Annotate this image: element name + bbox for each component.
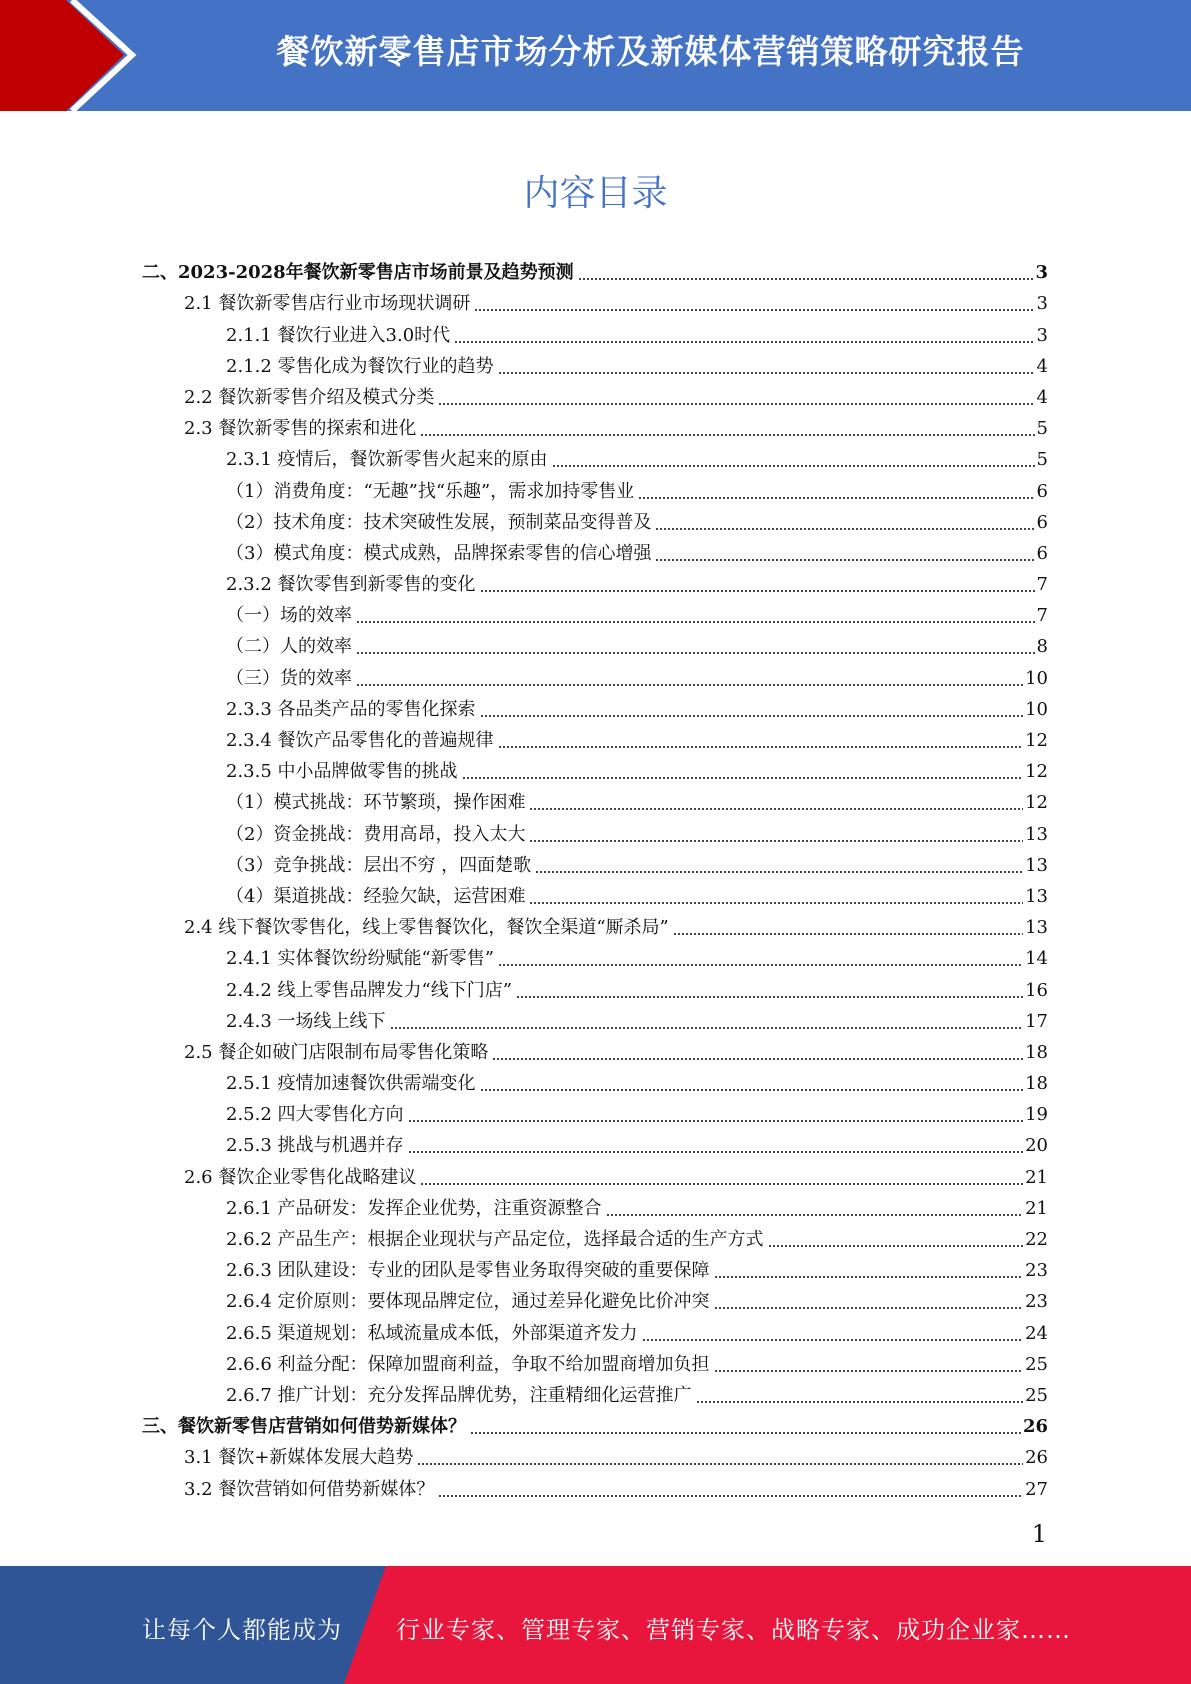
toc-entry-title: 2.2 餐饮新零售介绍及模式分类: [184, 386, 435, 408]
toc-entry-page: 18: [1025, 1041, 1048, 1063]
toc-entry-page: 25: [1025, 1353, 1048, 1375]
toc-entry-page: 12: [1025, 730, 1048, 751]
toc-dot-leader: [529, 840, 1023, 842]
toc-entry[interactable]: [142, 909, 1048, 940]
toc-entry[interactable]: [142, 1158, 1048, 1189]
toc-dot-leader: [714, 1276, 1024, 1278]
toc-entry-page: 6: [1036, 480, 1048, 502]
toc-entry[interactable]: [142, 348, 1048, 379]
page-header: [0, 0, 1191, 111]
toc-dot-leader: [356, 684, 1023, 686]
toc-entry-page: 20: [1025, 1135, 1048, 1157]
toc-entry[interactable]: [142, 659, 1048, 690]
toc-dot-leader: [438, 1495, 1023, 1497]
toc-dot-leader: [480, 590, 1035, 592]
toc-entry-page: 27: [1025, 1478, 1048, 1500]
toc-entry-title: （1）消费角度：“无趣”找“乐趣”，需求加持零售业: [226, 480, 635, 502]
table-of-contents: [142, 254, 1048, 1502]
toc-entry-page: 10: [1025, 698, 1048, 720]
toc-dot-leader: [498, 372, 1035, 374]
toc-dot-leader: [516, 996, 1023, 998]
toc-entry[interactable]: [142, 410, 1048, 441]
toc-entry[interactable]: [142, 1408, 1048, 1439]
toc-entry[interactable]: [142, 1127, 1048, 1158]
toc-entry-title: （2）技术角度：技术突破性发展，预制菜品变得普及: [226, 511, 652, 533]
toc-entry[interactable]: [142, 1439, 1048, 1470]
toc-entry[interactable]: [142, 1190, 1048, 1221]
toc-entry-page: 19: [1025, 1104, 1048, 1126]
toc-dot-leader: [498, 746, 1024, 748]
toc-entry-page: 26: [1022, 1416, 1048, 1438]
toc-entry[interactable]: [142, 441, 1048, 472]
toc-entry[interactable]: [142, 504, 1048, 535]
toc-heading: 内容目录: [523, 173, 668, 214]
toc-entry-page: 13: [1025, 917, 1048, 939]
toc-entry-page: 12: [1025, 792, 1048, 814]
toc-entry-title: （1）模式挑战：环节繁琐，操作困难: [226, 792, 526, 814]
toc-entry[interactable]: [142, 971, 1048, 1002]
toc-entry-title: 2.3.1 疫情后，餐饮新零售火起来的原由: [226, 449, 548, 471]
toc-entry-page: 21: [1025, 1197, 1048, 1219]
toc-entry[interactable]: [142, 285, 1048, 316]
toc-entry-title: 2.1.1 餐饮行业进入3.0时代: [226, 324, 451, 346]
toc-entry-page: 24: [1025, 1322, 1048, 1344]
toc-dot-leader: [529, 902, 1023, 904]
toc-dot-leader: [492, 1058, 1023, 1060]
toc-dot-leader: [642, 1339, 1024, 1341]
toc-entry-title: 2.1 餐饮新零售店行业市场现状调研: [184, 293, 471, 315]
toc-entry[interactable]: [142, 753, 1048, 784]
toc-entry-title: （三）货的效率: [226, 667, 352, 689]
toc-entry[interactable]: [142, 566, 1048, 597]
toc-dot-leader: [696, 1401, 1024, 1403]
toc-dot-leader: [529, 808, 1023, 810]
toc-dot-leader: [480, 715, 1024, 717]
toc-dot-leader: [470, 1432, 1021, 1434]
toc-dot-leader: [655, 528, 1034, 530]
toc-entry-title: （3）模式角度：模式成熟，品牌探索零售的信心增强: [226, 542, 652, 564]
toc-entry-page: 8: [1036, 636, 1048, 658]
toc-entry-title: 2.4 线下餐饮零售化，线上零售餐饮化，餐饮全渠道“厮杀局”: [184, 917, 669, 939]
report-title: 餐饮新零售店市场分析及新媒体营销策略研究报告: [276, 32, 1025, 71]
toc-dot-leader: [552, 465, 1035, 467]
toc-entry-title: 三、餐饮新零售店营销如何借势新媒体？: [142, 1416, 466, 1438]
toc-entry-page: 10: [1025, 667, 1048, 689]
toc-entry-page: 22: [1025, 1229, 1048, 1250]
toc-entry-page: 3: [1035, 262, 1048, 284]
toc-entry[interactable]: [142, 691, 1048, 722]
toc-entry-title: 2.4.1 实体餐饮纷纷赋能“新零售”: [226, 948, 494, 970]
toc-entry-title: 2.6.7 推广计划：充分发挥品牌优势，注重精细化运营推广: [226, 1384, 692, 1406]
toc-entry-page: 21: [1025, 1166, 1048, 1188]
toc-entry-title: （一）场的效率: [226, 605, 352, 627]
toc-entry-title: 2.6 餐饮企业零售化战略建议: [184, 1166, 417, 1188]
toc-entry-page: 16: [1025, 979, 1048, 1001]
toc-entry-title: 2.6.6 利益分配：保障加盟商利益，争取不给加盟商增加负担: [226, 1353, 710, 1375]
footer-slogan-right: 行业专家、管理专家、营销专家、战略专家、成功企业家……: [396, 1616, 1071, 1644]
toc-entry[interactable]: [142, 1252, 1048, 1283]
toc-entry[interactable]: [142, 722, 1048, 753]
toc-dot-leader: [714, 1370, 1024, 1372]
toc-dot-leader: [655, 559, 1034, 561]
toc-entry-page: 5: [1036, 449, 1048, 471]
toc-entry-page: 26: [1025, 1447, 1048, 1469]
page-footer: [0, 1566, 1191, 1684]
toc-dot-leader: [714, 1307, 1024, 1309]
toc-entry-title: 2.6.3 团队建设：专业的团队是零售业务取得突破的重要保障: [226, 1260, 710, 1282]
toc-entry[interactable]: [142, 847, 1048, 878]
toc-entry-page: 13: [1025, 823, 1048, 845]
toc-entry[interactable]: [142, 1003, 1048, 1034]
toc-entry-page: 13: [1025, 854, 1048, 876]
toc-entry-title: 2.3.3 各品类产品的零售化探索: [226, 698, 476, 720]
toc-entry-title: （3）竞争挑战：层出不穷 ，四面楚歌: [226, 854, 532, 876]
toc-dot-leader: [673, 933, 1023, 935]
toc-entry-title: 2.6.1 产品研发：发挥企业优势，注重资源整合: [226, 1197, 602, 1219]
toc-entry-title: （2）资金挑战：费用高昂，投入太大: [226, 823, 526, 845]
toc-dot-leader: [535, 871, 1023, 873]
toc-dot-leader: [606, 1214, 1024, 1216]
toc-dot-leader: [356, 621, 1035, 623]
toc-entry-page: 3: [1036, 293, 1048, 315]
toc-dot-leader: [390, 1027, 1024, 1029]
toc-entry[interactable]: [142, 1283, 1048, 1314]
toc-entry-title: 2.5.2 四大零售化方向: [226, 1104, 404, 1126]
toc-entry-page: 23: [1025, 1291, 1048, 1313]
toc-entry-title: 2.3.5 中小品牌做零售的挑战: [226, 761, 458, 783]
toc-dot-leader: [498, 964, 1023, 966]
toc-dot-leader: [408, 1151, 1024, 1153]
toc-entry-title: 2.5.1 疫情加速餐饮供需端变化: [226, 1073, 476, 1095]
toc-entry-title: 2.5 餐企如破门店限制布局零售化策略: [184, 1041, 489, 1063]
toc-entry-page: 6: [1036, 542, 1048, 564]
toc-dot-leader: [420, 1183, 1023, 1185]
toc-entry-title: 2.3.4 餐饮产品零售化的普遍规律: [226, 730, 494, 751]
toc-entry-page: 5: [1036, 418, 1048, 440]
toc-dot-leader: [408, 1120, 1024, 1122]
toc-entry[interactable]: [142, 1346, 1048, 1377]
toc-entry[interactable]: [142, 784, 1048, 815]
toc-entry[interactable]: [142, 1377, 1048, 1408]
footer-slogan-left: 让每个人都能成为: [142, 1616, 342, 1644]
toc-entry-page: 4: [1036, 355, 1048, 377]
toc-entry-title: 3.2 餐饮营销如何借势新媒体？: [184, 1478, 435, 1500]
toc-dot-leader: [638, 497, 1034, 499]
toc-entry-page: 18: [1025, 1073, 1048, 1095]
toc-entry-page: 25: [1025, 1384, 1048, 1406]
toc-entry-title: 2.6.2 产品生产：根据企业现状与产品定位，选择最合适的生产方式: [226, 1229, 764, 1250]
toc-entry-title: 2.6.4 定价原则：要体现品牌定位，通过差异化避免比价冲突: [226, 1291, 710, 1313]
toc-dot-leader: [474, 309, 1034, 311]
toc-entry[interactable]: [142, 535, 1048, 566]
toc-dot-leader: [578, 278, 1034, 280]
toc-dot-leader: [480, 1089, 1024, 1091]
toc-entry-page: 12: [1025, 761, 1048, 783]
toc-entry-title: （4）渠道挑战：经验欠缺，运营困难: [226, 885, 526, 907]
toc-entry[interactable]: [142, 379, 1048, 410]
toc-entry-page: 23: [1025, 1260, 1048, 1282]
toc-entry-title: 2.5.3 挑战与机遇并存: [226, 1135, 404, 1157]
toc-entry[interactable]: [142, 628, 1048, 659]
toc-entry-page: 6: [1036, 511, 1048, 533]
toc-entry[interactable]: [142, 1470, 1048, 1501]
toc-entry-title: 3.1 餐饮+新媒体发展大趋势: [184, 1447, 414, 1469]
toc-entry-title: 2.1.2 零售化成为餐饮行业的趋势: [226, 355, 494, 377]
toc-entry[interactable]: [142, 878, 1048, 909]
toc-entry-page: 13: [1025, 885, 1048, 907]
toc-entry[interactable]: [142, 1314, 1048, 1345]
toc-entry[interactable]: [142, 1065, 1048, 1096]
toc-entry-page: 14: [1025, 948, 1048, 970]
toc-dot-leader: [420, 434, 1034, 436]
toc-entry-page: 17: [1025, 1010, 1048, 1032]
toc-entry[interactable]: [142, 1096, 1048, 1127]
toc-dot-leader: [438, 403, 1034, 405]
toc-entry[interactable]: [142, 597, 1048, 628]
toc-dot-leader: [454, 341, 1034, 343]
toc-entry-title: 2.4.2 线上零售品牌发力“线下门店”: [226, 979, 512, 1001]
toc-entry[interactable]: [142, 1034, 1048, 1065]
toc-entry-title: 2.3 餐饮新零售的探索和进化: [184, 418, 417, 440]
toc-entry-title: （二）人的效率: [226, 636, 352, 658]
toc-entry[interactable]: [142, 254, 1048, 285]
toc-entry-title: 2.3.2 餐饮零售到新零售的变化: [226, 574, 476, 596]
toc-dot-leader: [462, 777, 1024, 779]
toc-entry[interactable]: [142, 815, 1048, 846]
toc-entry[interactable]: [142, 1221, 1048, 1252]
toc-entry-page: 7: [1036, 574, 1048, 596]
toc-dot-leader: [356, 652, 1035, 654]
toc-entry-page: 4: [1036, 386, 1048, 408]
toc-dot-leader: [768, 1245, 1024, 1247]
toc-entry[interactable]: [142, 472, 1048, 503]
toc-entry[interactable]: [142, 316, 1048, 347]
toc-entry-title: 2.4.3 一场线上线下: [226, 1010, 386, 1032]
toc-entry[interactable]: [142, 940, 1048, 971]
toc-entry-title: 二、2023-2028年餐饮新零售店市场前景及趋势预测: [142, 262, 574, 284]
toc-dot-leader: [417, 1463, 1023, 1465]
toc-entry-page: 3: [1036, 324, 1048, 346]
page-number: 1: [1031, 1520, 1047, 1548]
toc-entry-page: 7: [1036, 605, 1048, 627]
toc-entry-title: 2.6.5 渠道规划：私域流量成本低，外部渠道齐发力: [226, 1322, 638, 1344]
